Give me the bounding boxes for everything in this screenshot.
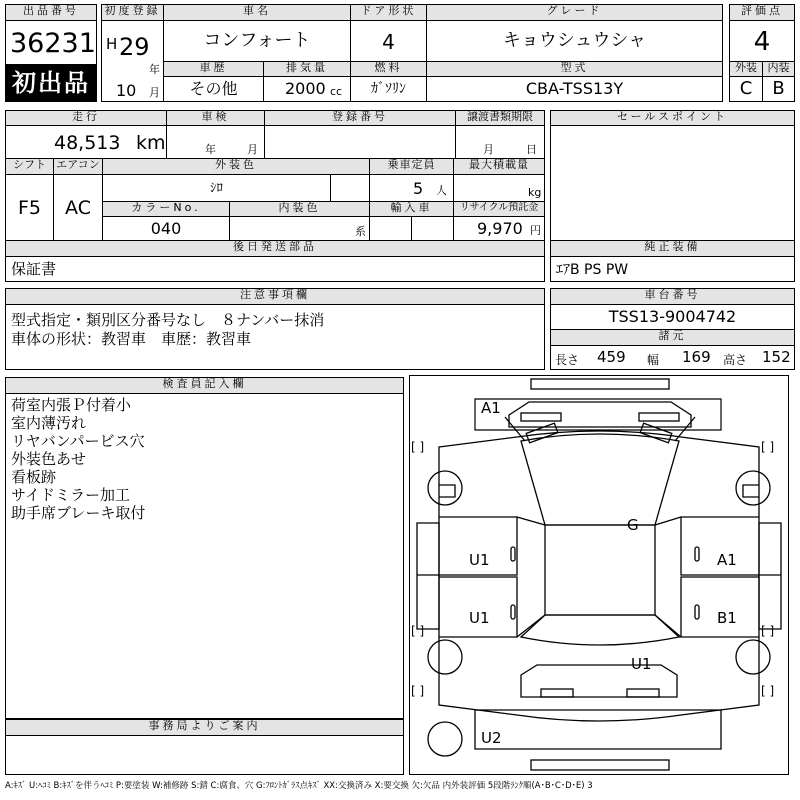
damage-mark-left-front-door: U1 — [469, 551, 490, 569]
model-code-box — [426, 76, 723, 102]
displacement-unit: cc — [330, 85, 343, 98]
registration-number-label: 登録番号 — [264, 110, 456, 126]
capacity-label: 乗車定員 — [369, 158, 454, 175]
lot-number: 36231 — [10, 28, 96, 59]
bracket-left-bottom: [ ] — [411, 684, 425, 698]
equipment-label: 純正装備 — [550, 240, 795, 257]
damage-mark-trunk: U1 — [631, 655, 652, 673]
inspection-label: 車検 — [166, 110, 265, 126]
aircon-box — [53, 174, 103, 241]
color-no: 040 — [150, 219, 182, 238]
door-type: 4 — [382, 30, 395, 54]
length: 459 — [597, 348, 626, 366]
year-unit: 年 — [149, 63, 160, 76]
shift: F5 — [17, 197, 42, 219]
bracket-right-top: [ ] — [761, 440, 775, 454]
inspector-line-6: サイドミラー加工 — [11, 486, 130, 504]
max-load-unit: kg — [528, 186, 542, 199]
inspector-label: 検査員記入欄 — [5, 377, 404, 394]
capacity-unit: 人 — [436, 184, 447, 197]
chassis-number: TSS13-9004742 — [608, 307, 737, 326]
displacement-label: 排気量 — [263, 61, 351, 77]
max-load-label: 最大積載量 — [453, 158, 545, 175]
mileage-unit: km — [136, 132, 166, 154]
color-no-box — [102, 216, 230, 241]
office-box — [5, 735, 404, 775]
bracket-left-mid: [ ] — [411, 624, 425, 638]
model-code: CBA-TSS13Y — [525, 79, 624, 98]
interior-color-box — [229, 216, 370, 241]
notes-label: 注意事項欄 — [5, 288, 545, 305]
model-code-label: 型式 — [426, 61, 723, 77]
later-parts: 保証書 — [11, 260, 57, 278]
exterior-color: ｼﾛ — [210, 181, 223, 196]
inspector-line-7: 助手席ブレーキ取付 — [11, 504, 146, 522]
car-damage-diagram — [409, 375, 789, 775]
grade-box — [426, 20, 723, 62]
damage-mark-right-front-door: A1 — [717, 551, 737, 569]
sales-points-box — [550, 125, 795, 241]
transfer-month-unit: 月 — [483, 143, 494, 156]
mileage-box — [5, 125, 167, 159]
score-box — [729, 20, 795, 62]
exterior-color-label: 外装色 — [102, 158, 370, 175]
interior-grade-label: 内装 — [762, 61, 795, 77]
inspector-line-5: 看板跡 — [11, 468, 57, 486]
shift-label: シフト — [5, 158, 54, 175]
notes-line-1: 型式指定・類別区分番号なし ８ナンバー抹消 — [11, 311, 325, 329]
displacement-box — [263, 76, 351, 102]
damage-mark-right-rear-door: B1 — [717, 609, 737, 627]
interior-grade-box — [762, 76, 795, 102]
exterior-color-extra-box — [330, 174, 370, 202]
width-label: 幅 — [647, 353, 660, 367]
car-name: コンフォート — [203, 30, 311, 51]
fuel-box — [350, 76, 427, 102]
exterior-grade-box — [729, 76, 763, 102]
color-no-label: カラーNo. — [102, 201, 230, 217]
first-listing-badge: 初出品 — [5, 65, 97, 102]
recycle-fee: 9,970 — [477, 219, 523, 238]
damage-mark-rear-bumper: U2 — [481, 729, 502, 747]
grade: キョウシュウシャ — [502, 30, 647, 51]
lot-number-box — [5, 20, 97, 65]
history-box — [163, 76, 264, 102]
damage-mark-windshield: G — [627, 516, 639, 534]
recycle-unit: 円 — [530, 224, 541, 237]
registration-number-box — [264, 125, 456, 159]
fuel-label: 燃料 — [350, 61, 427, 77]
bracket-left-top: [ ] — [411, 440, 425, 454]
transfer-day-unit: 日 — [526, 143, 537, 156]
notes-line-2: 車体の形状：教習車 車歴：教習車 — [11, 330, 252, 348]
recycle-box — [453, 216, 545, 241]
height-label: 高さ — [723, 353, 748, 367]
mileage: 48,513 — [54, 132, 121, 154]
aircon-label: エアコン — [53, 158, 103, 175]
bracket-right-bottom: [ ] — [761, 684, 775, 698]
equipment: ｴｱB PS PW — [556, 262, 629, 278]
exterior-color-box — [102, 174, 331, 202]
shift-box — [5, 174, 54, 241]
history: その他 — [189, 79, 238, 98]
inspector-line-2: 室内薄汚れ — [11, 414, 87, 432]
bracket-right-mid: [ ] — [761, 624, 775, 638]
interior-grade: B — [772, 78, 785, 99]
inspection-year-unit: 年 — [205, 143, 216, 156]
score: 4 — [753, 27, 771, 57]
exterior-grade: C — [739, 78, 753, 99]
import-label: 輸入車 — [369, 201, 454, 217]
door-type-box — [350, 20, 427, 62]
car-name-label: 車名 — [163, 4, 351, 21]
dimensions-label: 諸元 — [550, 329, 795, 346]
chassis-label: 車台番号 — [550, 288, 795, 305]
first-registration-box — [101, 20, 164, 102]
recycle-label: リサイクル預託金 — [453, 201, 545, 217]
width: 169 — [682, 348, 711, 366]
interior-color-unit: 系 — [355, 225, 366, 238]
height: 152 — [762, 348, 791, 366]
car-outline — [409, 375, 789, 775]
first-registration-label: 初度登録 — [101, 4, 164, 21]
transfer-docs-box — [455, 125, 545, 159]
inspector-box — [5, 393, 404, 719]
damage-mark-front: A1 — [481, 399, 501, 417]
fuel: ｶﾞｿﾘﾝ — [371, 81, 406, 97]
interior-color-label: 内装色 — [229, 201, 370, 217]
mileage-label: 走行 — [5, 110, 167, 126]
import-box-1 — [369, 216, 412, 241]
capacity-box — [369, 174, 454, 202]
damage-mark-left-rear-door: U1 — [469, 609, 490, 627]
office-label: 事務局よりご案内 — [5, 719, 404, 736]
car-name-box — [163, 20, 351, 62]
inspector-line-4: 外装色あせ — [11, 450, 87, 468]
grade-label: グレード — [426, 4, 723, 21]
era: H — [106, 35, 118, 53]
registration-year: 29 — [119, 33, 150, 61]
lot-number-label: 出品番号 — [5, 4, 97, 21]
door-type-label: ドア形状 — [350, 4, 427, 21]
aircon: AC — [65, 197, 91, 219]
month-unit: 月 — [149, 86, 160, 99]
sales-points-label: セールスポイント — [550, 110, 795, 126]
inspection-box — [166, 125, 265, 159]
exterior-grade-label: 外装 — [729, 61, 763, 77]
equipment-box — [550, 256, 795, 282]
registration-month: 10 — [116, 81, 137, 100]
max-load-box — [453, 174, 545, 202]
dimensions-box — [550, 345, 795, 370]
later-parts-label: 後日発送部品 — [5, 240, 545, 257]
length-label: 長さ — [555, 353, 580, 367]
history-label: 車歴 — [163, 61, 264, 77]
damage-legend: A:ｷｽﾞ U:ﾍｺﾐ B:ｷｽﾞを伴うﾍｺﾐ P:要塗装 W:補修跡 S:錆 C:腐食、穴 G:ﾌﾛﾝﾄｶﾞﾗｽ点ｷｽﾞ XX:交換済み X:要交換 欠:欠品 内外装評価 5段階ﾗﾝｸ順(A･B･C･D･E) 3 — [5, 781, 593, 791]
transfer-docs-label: 譲渡書類期限 — [455, 110, 545, 126]
later-parts-box — [5, 256, 545, 282]
inspection-month-unit: 月 — [247, 143, 258, 156]
import-box-2 — [411, 216, 454, 241]
notes-box — [5, 304, 545, 370]
inspector-line-3: リヤバンパービス穴 — [11, 432, 145, 450]
score-label: 評価点 — [729, 4, 795, 21]
inspector-line-1: 荷室内張Ｐ付着小 — [11, 396, 132, 414]
chassis-box — [550, 304, 795, 330]
displacement: 2000 — [285, 79, 326, 98]
capacity: 5 — [413, 179, 424, 198]
